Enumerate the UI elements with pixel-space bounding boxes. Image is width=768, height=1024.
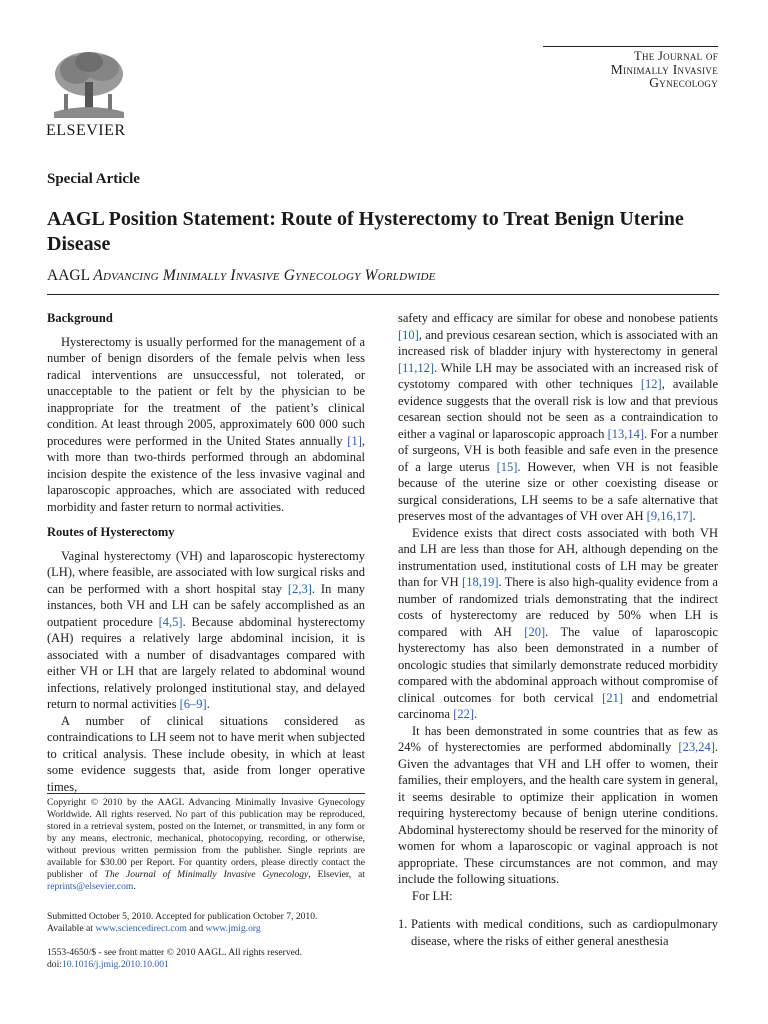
citation-link[interactable]: [11,12] (398, 360, 434, 375)
doi-line (47, 959, 365, 971)
citation-link[interactable]: [13,14] (607, 426, 645, 441)
masthead-rule (543, 46, 718, 47)
text: Available at (47, 923, 96, 934)
citation-link[interactable]: [22] (453, 707, 475, 721)
for-lh-label: For LH: (412, 888, 453, 903)
text: . However, when VH is not feasible because of the uterine size or other coexisting disease or surgical considerations, LH seems to be a safe alternative that preserves most of the advantages of VH over AH (398, 459, 718, 523)
email-link[interactable]: reprints@elsevier.com (47, 881, 134, 892)
text: . (206, 697, 210, 711)
issn-line: 1553-4650/$ - see front matter © 2010 AAGL. All rights reserved. (47, 947, 303, 958)
journal-line-1: The Journal of (634, 49, 718, 63)
text: and endometrial carcinoma (398, 690, 718, 721)
list-text: Patients with medical conditions, such as cardiopulmonary disease, where the risks of either general anesthesia (411, 917, 718, 948)
citation-link[interactable]: [4,5] (158, 614, 183, 629)
elsevier-logo (46, 48, 132, 140)
heading-routes: Routes of Hysterectomy (47, 525, 175, 539)
right-column (398, 310, 718, 949)
text: and (186, 923, 206, 934)
text: Hysterectomy is usually performed for the management of a number of benign disorders of the female pelvis when less radical interventions are unsuccessful, not tolerated, or unacceptable to the patient or felt by the physician to be inappropriate for the treatment of the patient’s clinical condition. At least through 2005, approximately 600 000 such procedures were performed in the United States annually (47, 334, 365, 448)
title-divider (47, 294, 719, 295)
citation-link[interactable]: [12] (640, 377, 662, 391)
list-number: 1. (398, 917, 408, 931)
citation-link[interactable]: [23,24] (678, 740, 715, 754)
text: , with more than two-thirds performed through an abdominal incision despite the existence of the less invasive vaginal and laparoscopic approaches, which are associated with reduced morbidity and faster return to normal activities. (47, 433, 365, 514)
text: . The value of laparoscopic hysterectomy has also been demonstrated in a number of oncologic studies that similarly demonstrate reduced morbidity compared with the abdominal approach without compromise of clinical outcomes for both cervical (398, 624, 718, 705)
article-title: AAGL Position Statement: Route of Hysterectomy to Treat Benign Uterine Disease (47, 208, 684, 255)
journal-masthead (543, 50, 718, 89)
situations-list (398, 916, 718, 949)
text: , available evidence suggests that the overall risk is low and that previous cesarean section should not be seen as a contraindication to either a vaginal or laparoscopic approach (398, 377, 718, 441)
text: Evidence exists that direct costs associated with both VH and LH are less than those for AH, although depending on the instrumentation used, institutional costs of LH may be greater than for VH (398, 525, 718, 589)
text: . (692, 509, 696, 523)
elsevier-tree-icon (46, 48, 132, 120)
citation-link[interactable]: [20] (524, 624, 546, 639)
text: . There is also high-quality evidence from a number of randomized trials demonstrating that the indirect costs of hysterectomy are reduced by 50% when LH is compared with AH (398, 575, 718, 639)
text: Vaginal hysterectomy (VH) and laparoscopic hysterectomy (LH), where feasible, are associated with low surgical risks and can be performed with a short hospital stay (47, 548, 365, 596)
text: . Given the advantages that VH and LH offer to women, their families, their employers, and the health care system in general, it seems desirable to optimize their application in women requiring hysterectomy because of benign uterine conditions. Abdominal hysterectomy should be reserved for the minority of women for whom a laparoscopic or vaginal approach is not appropriate. These circumstances are not common, and may include the following situations. (398, 740, 718, 886)
text: , and previous cesarean section, which is associated with an increased risk of bladder injury with hysterectomy in general (398, 327, 718, 358)
journal-line-3: Gynecology (649, 75, 718, 90)
author-main: AAGL (47, 267, 90, 284)
paragraph-safety (398, 310, 718, 525)
paragraph-background (47, 334, 365, 516)
text: . Because abdominal hysterectomy (AH) requires a relatively large abdominal incision, it is associated with a number of disadvantages compared with either VH or LH that are largely related to abdominal wound infections, relatively prolonged institutional stay, and delayed return to normal activities (47, 614, 365, 711)
article-authors (47, 267, 436, 285)
paragraph-costs (398, 525, 718, 723)
article-type: Special Article (47, 171, 140, 187)
left-column (47, 310, 365, 795)
text: Copyright © 2010 by the AAGL Advancing Minimally Invasive Gynecology Worldwide. All rights reserved. No part of this publication may be reproduced, stored in a retrieval system, posted on the Internet, or transmitted, in any form or by any means, electronic, mechanical, photocopying, recording, or otherwise, without previous written permission from the publisher. Single reprints are available for $30.00 per Report. For quantity orders, please directly contact the publisher of (47, 797, 365, 880)
text: safety and efficacy are similar for obese and nonobese patients (398, 311, 718, 325)
text: . While LH may be associated with an increased risk of cystotomy compared with other techniques (398, 360, 718, 391)
author-tagline: Advancing Minimally Invasive Gynecology Worldwide (93, 267, 436, 284)
publisher-name: ELSEVIER (46, 122, 126, 139)
paragraph-contraindications: A number of clinical situations considered as contraindications to LH seem not to have merit when subjected to critical analysis. These include obesity, in which at least some evidence suggests that, aside from longer operative times, (47, 713, 365, 794)
text: . For a number of surgeons, VH is both feasible and safe even in the presence of a large uterus (398, 426, 718, 474)
text: doi: (47, 959, 62, 970)
citation-link[interactable]: [18,19] (462, 575, 499, 589)
citation-link[interactable]: [21] (602, 690, 623, 705)
issn-note (47, 947, 365, 971)
jmig-link[interactable]: www.jmig.org (205, 923, 261, 934)
citation-link[interactable]: [9,16,17] (646, 509, 693, 523)
submitted-dates: Submitted October 5, 2010. Accepted for publication October 7, 2010. (47, 911, 318, 922)
citation-link[interactable]: [6–9] (179, 697, 207, 711)
text: , Elsevier, at (308, 869, 365, 880)
text: . In many instances, both VH and LH can be safely accomplished as an outpatient procedure (47, 581, 365, 629)
citation-link[interactable]: [1] (347, 433, 362, 448)
paragraph-routes (47, 548, 365, 713)
text: . (133, 881, 136, 892)
list-item (398, 916, 718, 949)
text: . (474, 707, 478, 721)
journal-name: The Journal of Minimally Invasive Gynecology (104, 869, 309, 880)
copyright-note (47, 797, 365, 893)
doi-link[interactable]: 10.1016/j.jmig.2010.10.001 (61, 959, 169, 970)
heading-background: Background (47, 311, 113, 325)
footnote-rule (47, 793, 365, 794)
citation-link[interactable]: [2,3] (287, 581, 312, 596)
paragraph-countries (398, 723, 718, 888)
sciencedirect-link[interactable]: www.sciencedirect.com (95, 923, 187, 934)
journal-line-2: Minimally Invasive (610, 62, 718, 77)
submission-note (47, 911, 365, 935)
citation-link[interactable]: [15] (496, 459, 518, 474)
availability-line (47, 923, 365, 935)
text: It has been demonstrated in some countries that as few as 24% of hysterectomies are performed abdominally (398, 723, 718, 754)
citation-link[interactable]: [10] (398, 327, 419, 342)
